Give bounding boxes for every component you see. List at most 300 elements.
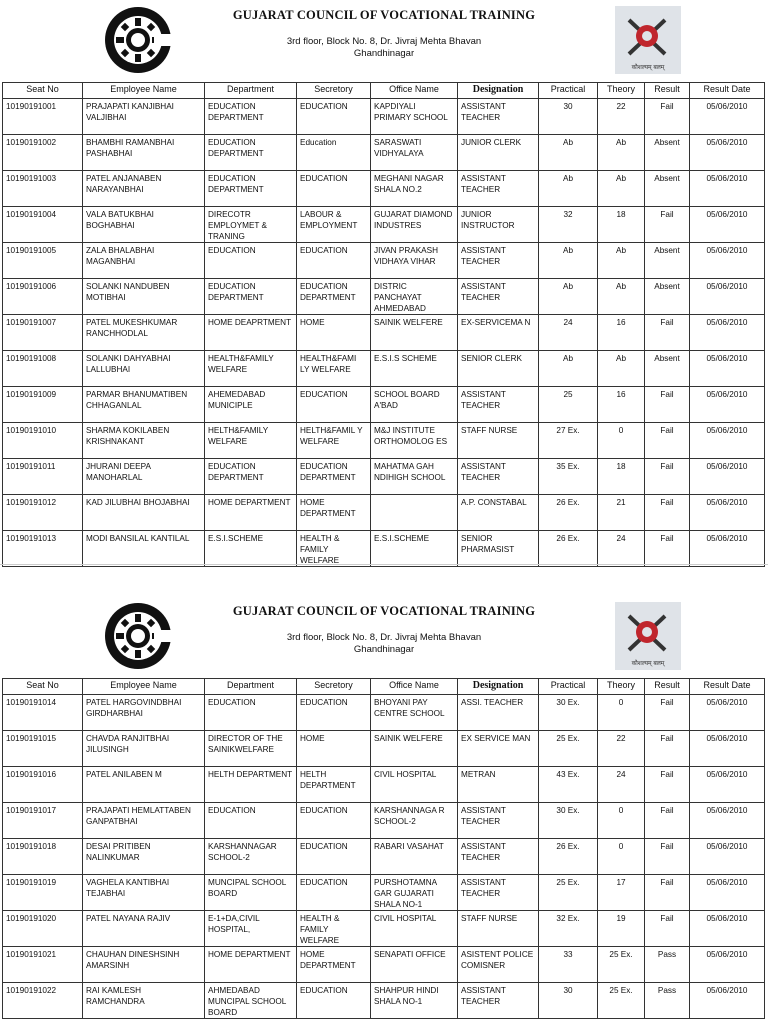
department-cell [205,387,297,423]
secretory-cell [297,983,371,1019]
employee-name-text: PATEL NAYANA RAJIV [86,914,171,923]
practical-text: Ab [562,174,573,183]
result-cell [645,767,690,803]
secretory-cell [297,459,371,495]
result-date-text: 05/06/2010 [706,950,748,959]
department-cell [205,423,297,459]
theory-text: Ab [615,354,626,363]
col-header: Secretory [297,83,371,99]
result-text: Pass [657,950,677,959]
seat-no-text: 10190191009 [6,390,57,399]
practical-text: 30 Ex. [556,806,580,815]
office-name-cell [371,731,458,767]
designation-text: A.P. CONSTABAL [461,498,527,507]
col-header: Secretory [297,679,371,695]
designation-text: SENIOR CLERK [461,354,522,363]
theory-cell [598,495,645,531]
theory-cell [598,731,645,767]
seat-no-cell [3,423,83,459]
results-table [2,678,765,1019]
col-header: Practical [539,83,598,99]
result-date-cell [690,731,765,767]
practical-text: 26 Ex. [556,842,580,851]
seat-no-text: 10190191016 [6,770,57,779]
office-name-text: M&J INSTITUTE ORTHOMOLOG ES [374,426,448,446]
theory-text: 24 [616,770,626,779]
table-row [3,135,765,171]
employee-name-cell [83,315,205,351]
designation-cell [458,351,539,387]
employee-name-text: VALA BATUKBHAI BOGHABHAI [86,210,154,230]
secretory-cell [297,315,371,351]
designation-text: ASSISTANT TEACHER [461,390,506,410]
secretory-cell [297,875,371,911]
seat-no-text: 10190191008 [6,354,57,363]
department-cell [205,351,297,387]
office-name-cell [371,387,458,423]
table-row [3,731,765,767]
result-date-cell [690,947,765,983]
employee-name-cell [83,279,205,315]
secretory-text: LABOUR & EMPLOYMENT [300,210,358,230]
result-cell [645,279,690,315]
theory-text: 0 [618,426,624,435]
designation-cell [458,459,539,495]
seat-no-cell [3,839,83,875]
table-row [3,875,765,911]
theory-cell [598,839,645,875]
department-text: AHEMEDABAD MUNICIPLE [208,390,266,410]
designation-cell [458,695,539,731]
col-header: Office Name [371,83,458,99]
designation-cell [458,767,539,803]
designation-text: ASSISTANT TEACHER [461,102,506,122]
result-date-cell [690,207,765,243]
secretory-text: EDUCATION [300,102,348,111]
office-name-cell [371,983,458,1019]
employee-name-cell [83,731,205,767]
table-row [3,315,765,351]
result-text: Fail [660,878,674,887]
col-header: Department [205,83,297,99]
result-cell [645,531,690,567]
practical-cell [539,315,598,351]
result-cell [645,947,690,983]
theory-text: 0 [618,806,624,815]
result-cell [645,423,690,459]
secretory-text: Education [300,138,337,147]
employee-name-cell [83,911,205,947]
seat-no-text: 10190191013 [6,534,57,543]
result-text: Fail [660,390,674,399]
designation-text: METRAN [461,770,496,779]
secretory-text: HOME DEPARTMENT [300,950,356,970]
office-name-text: KAPDIYALI PRIMARY SCHOOL [374,102,448,122]
seat-no-cell [3,767,83,803]
theory-cell [598,695,645,731]
table-row [3,243,765,279]
result-cell [645,875,690,911]
result-date-text: 05/06/2010 [706,174,748,183]
practical-text: 25 Ex. [556,878,580,887]
department-text: EDUCATION DEPARTMENT [208,102,264,122]
theory-cell [598,207,645,243]
seat-no-text: 10190191012 [6,498,57,507]
col-header: Result [645,679,690,695]
theory-cell [598,279,645,315]
office-name-cell [371,947,458,983]
office-name-text: SARASWATI VIDHYALAYA [374,138,424,158]
organization-title: GUJARAT COUNCIL OF VOCATIONAL TRAINING [232,604,536,618]
result-text: Fail [660,318,674,327]
table-body [3,695,765,1019]
office-name-cell [371,315,458,351]
col-header: Employee Name [83,679,205,695]
department-cell [205,207,297,243]
table-row [3,423,765,459]
result-date-text: 05/06/2010 [706,498,748,507]
employee-name-cell [83,767,205,803]
employee-name-cell [83,531,205,567]
office-name-cell [371,243,458,279]
table-row [3,803,765,839]
theory-cell [598,99,645,135]
result-date-cell [690,875,765,911]
practical-cell [539,803,598,839]
employee-name-text: PRAJAPATI HEMLATTABEN GANPATBHAI [86,806,191,826]
designation-cell [458,243,539,279]
practical-cell [539,875,598,911]
seal-caption: कौशल्यम् बलम् [631,65,665,71]
result-cell [645,315,690,351]
employee-name-text: PRAJAPATI KANJIBHAI VALJIBHAI [86,102,174,122]
result-date-cell [690,171,765,207]
practical-cell [539,983,598,1019]
secretory-text: HOME [300,734,325,743]
result-cell [645,803,690,839]
seat-no-cell [3,695,83,731]
secretory-text: EDUCATION [300,878,348,887]
result-text: Fail [660,698,674,707]
department-text: EDUCATION DEPARTMENT [208,462,264,482]
result-cell [645,839,690,875]
result-text: Absent [654,282,680,291]
result-text: Fail [660,842,674,851]
result-date-text: 05/06/2010 [706,698,748,707]
seat-no-text: 10190191017 [6,806,57,815]
theory-text: 19 [616,914,626,923]
employee-name-text: PARMAR BHANUMATIBEN CHHAGANLAL [86,390,188,410]
office-name-text [374,497,454,528]
theory-text: Ab [615,138,626,147]
employee-name-cell [83,983,205,1019]
seat-no-cell [3,207,83,243]
theory-cell [598,875,645,911]
theory-text: 18 [616,210,626,219]
result-date-cell [690,459,765,495]
office-name-text: RABARI VASAHAT [374,842,444,851]
practical-cell [539,423,598,459]
department-cell [205,911,297,947]
office-name-cell [371,423,458,459]
designation-cell [458,135,539,171]
department-cell [205,767,297,803]
result-date-cell [690,983,765,1019]
result-date-text: 05/06/2010 [706,318,748,327]
seat-no-cell [3,171,83,207]
designation-cell [458,423,539,459]
theory-text: 25 Ex. [609,950,633,959]
result-text: Fail [660,734,674,743]
secretory-cell [297,767,371,803]
employee-name-text: PATEL HARGOVINDBHAI GIRDHARBHAI [86,698,182,718]
department-cell [205,243,297,279]
practical-text: 30 Ex. [556,698,580,707]
theory-text: 0 [618,698,624,707]
result-date-cell [690,495,765,531]
department-text: AHMEDABAD MUNCIPAL SCHOOL BOARD [208,986,286,1016]
office-name-text: SHAHPUR HINDI SHALA NO-1 [374,986,439,1006]
designation-cell [458,731,539,767]
office-name-cell [371,207,458,243]
seat-no-cell [3,243,83,279]
table-row [3,171,765,207]
department-cell [205,135,297,171]
result-text: Fail [660,462,674,471]
employee-name-text: VAGHELA KANTIBHAI TEJABHAI [86,878,170,898]
result-date-cell [690,279,765,315]
theory-text: 22 [616,734,626,743]
result-cell [645,135,690,171]
theory-cell [598,171,645,207]
department-text: HOME DEPARTMENT [208,950,291,959]
designation-text: ASSISTANT TEACHER [461,842,506,862]
secretory-text: EDUCATION [300,986,348,995]
designation-text: JUNIOR INSTRUCTOR [461,210,515,230]
department-text: MUNCIPAL SCHOOL BOARD [208,878,286,898]
result-date-text: 05/06/2010 [706,842,748,851]
practical-text: Ab [562,282,573,291]
office-name-text: GUJARAT DIAMOND INDUSTRES [374,210,453,230]
result-cell [645,99,690,135]
employee-name-text: SOLANKI DAHYABHAI LALLUBHAI [86,354,171,374]
designation-text: STAFF NURSE [461,426,518,435]
result-text: Fail [660,102,674,111]
department-text: E.S.I.SCHEME [208,534,264,543]
designation-cell [458,99,539,135]
office-name-text: CIVIL HOSPITAL [374,914,437,923]
result-text: Absent [654,138,680,147]
practical-cell [539,279,598,315]
practical-text: 35 Ex. [556,462,580,471]
practical-cell [539,459,598,495]
employee-name-cell [83,947,205,983]
designation-text: ASSISTANT TEACHER [461,806,506,826]
secretory-cell [297,243,371,279]
secretory-cell [297,279,371,315]
table-row [3,495,765,531]
table-row [3,387,765,423]
seat-no-cell [3,135,83,171]
result-text: Absent [654,174,680,183]
practical-cell [539,495,598,531]
result-text: Fail [660,806,674,815]
result-text: Pass [657,986,677,995]
secretory-text: HELTH&FAMIL Y WELFARE [300,426,363,446]
employee-name-cell [83,803,205,839]
secretory-cell [297,531,371,567]
theory-cell [598,135,645,171]
employee-name-cell [83,99,205,135]
theory-cell [598,767,645,803]
secretory-cell [297,695,371,731]
department-cell [205,279,297,315]
table-row [3,279,765,315]
practical-cell [539,387,598,423]
secretory-cell [297,135,371,171]
department-cell [205,315,297,351]
department-text: DIRECTOR OF THE SAINIKWELFARE [208,734,283,754]
seat-no-text: 10190191003 [6,174,57,183]
practical-text: 30 [563,102,573,111]
designation-text: ASISTENT POLICE COMISNER [461,950,534,970]
theory-text: 22 [616,102,626,111]
practical-text: Ab [562,138,573,147]
office-name-text: BHOYANI PAY CENTRE SCHOOL [374,698,445,718]
employee-name-cell [83,135,205,171]
seat-no-text: 10190191018 [6,842,57,851]
result-date-text: 05/06/2010 [706,390,748,399]
table-row [3,351,765,387]
secretory-cell [297,495,371,531]
designation-cell [458,279,539,315]
employee-name-text: SHARMA KOKILABEN KRISHNAKANT [86,426,170,446]
secretory-text: EDUCATION [300,842,348,851]
practical-text: 24 [563,318,573,327]
employee-name-cell [83,495,205,531]
practical-cell [539,99,598,135]
table-row [3,695,765,731]
office-name-cell [371,911,458,947]
result-date-text: 05/06/2010 [706,354,748,363]
secretory-text: EDUCATION DEPARTMENT [300,282,356,302]
result-date-text: 05/06/2010 [706,734,748,743]
office-name-cell [371,695,458,731]
practical-cell [539,731,598,767]
office-name-cell [371,839,458,875]
designation-text: SENIOR PHARMASIST [461,534,515,554]
designation-text: EX-SERVICEMA N [461,318,531,327]
result-cell [645,911,690,947]
result-date-cell [690,243,765,279]
result-date-cell [690,387,765,423]
employee-name-cell [83,459,205,495]
seat-no-cell [3,531,83,567]
seat-no-text: 10190191014 [6,698,57,707]
secretory-text: HEALTH&FAMI LY WELFARE [300,354,357,374]
practical-cell [539,135,598,171]
result-date-text: 05/06/2010 [706,282,748,291]
practical-text: 32 [563,210,573,219]
table-row [3,207,765,243]
col-header: Seat No [3,679,83,695]
employee-name-cell [83,875,205,911]
employee-name-text: MODI BANSILAL KANTILAL [86,534,190,543]
seat-no-cell [3,947,83,983]
seat-no-cell [3,495,83,531]
secretory-text: EDUCATION [300,390,348,399]
practical-cell [539,351,598,387]
designation-cell [458,387,539,423]
result-text: Fail [660,534,674,543]
department-cell [205,171,297,207]
department-cell [205,531,297,567]
result-date-cell [690,423,765,459]
secretory-cell [297,351,371,387]
practical-text: 32 Ex. [556,914,580,923]
result-date-text: 05/06/2010 [706,210,748,219]
result-date-text: 05/06/2010 [706,534,748,543]
designation-cell [458,803,539,839]
employee-name-text: CHAVDA RANJITBHAI JILUSINGH [86,734,170,754]
practical-text: 30 [563,986,573,995]
department-cell [205,459,297,495]
designation-cell [458,495,539,531]
department-cell [205,839,297,875]
employee-name-cell [83,387,205,423]
table-header-row [3,679,765,695]
seat-no-text: 10190191010 [6,426,57,435]
col-header: Department [205,679,297,695]
department-text: HOME DEAPRTMENT [208,318,292,327]
employee-name-text: KAD JILUBHAI BHOJABHAI [86,498,190,507]
designation-text: ASSISTANT TEACHER [461,462,506,482]
practical-cell [539,531,598,567]
col-header: Theory [598,679,645,695]
secretory-text: HOME DEPARTMENT [300,498,356,518]
seat-no-text: 10190191015 [6,734,57,743]
col-header: Office Name [371,679,458,695]
result-date-text: 05/06/2010 [706,102,748,111]
table-row [3,767,765,803]
secretory-cell [297,839,371,875]
theory-cell [598,351,645,387]
theory-text: 16 [616,318,626,327]
practical-cell [539,243,598,279]
seat-no-cell [3,911,83,947]
result-cell [645,695,690,731]
result-text: Fail [660,770,674,779]
department-text: EDUCATION [208,698,256,707]
department-cell [205,495,297,531]
col-header: Result Date [690,679,765,695]
department-text: HELTH DEPARTMENT [208,770,293,779]
table-body [3,99,765,567]
result-cell [645,459,690,495]
result-date-cell [690,531,765,567]
designation-text: ASSI. TEACHER [461,698,524,707]
employee-name-text: PATEL ANJANABEN NARAYANBHAI [86,174,162,194]
office-name-cell [371,875,458,911]
theory-text: Ab [615,282,626,291]
office-name-cell [371,531,458,567]
result-cell [645,495,690,531]
secretory-text: HELTH DEPARTMENT [300,770,356,790]
theory-cell [598,803,645,839]
secretory-cell [297,803,371,839]
office-name-text: JIVAN PRAKASH VIDHAYA VIHAR [374,246,438,266]
office-name-text: SAINIK WELFERE [374,734,443,743]
